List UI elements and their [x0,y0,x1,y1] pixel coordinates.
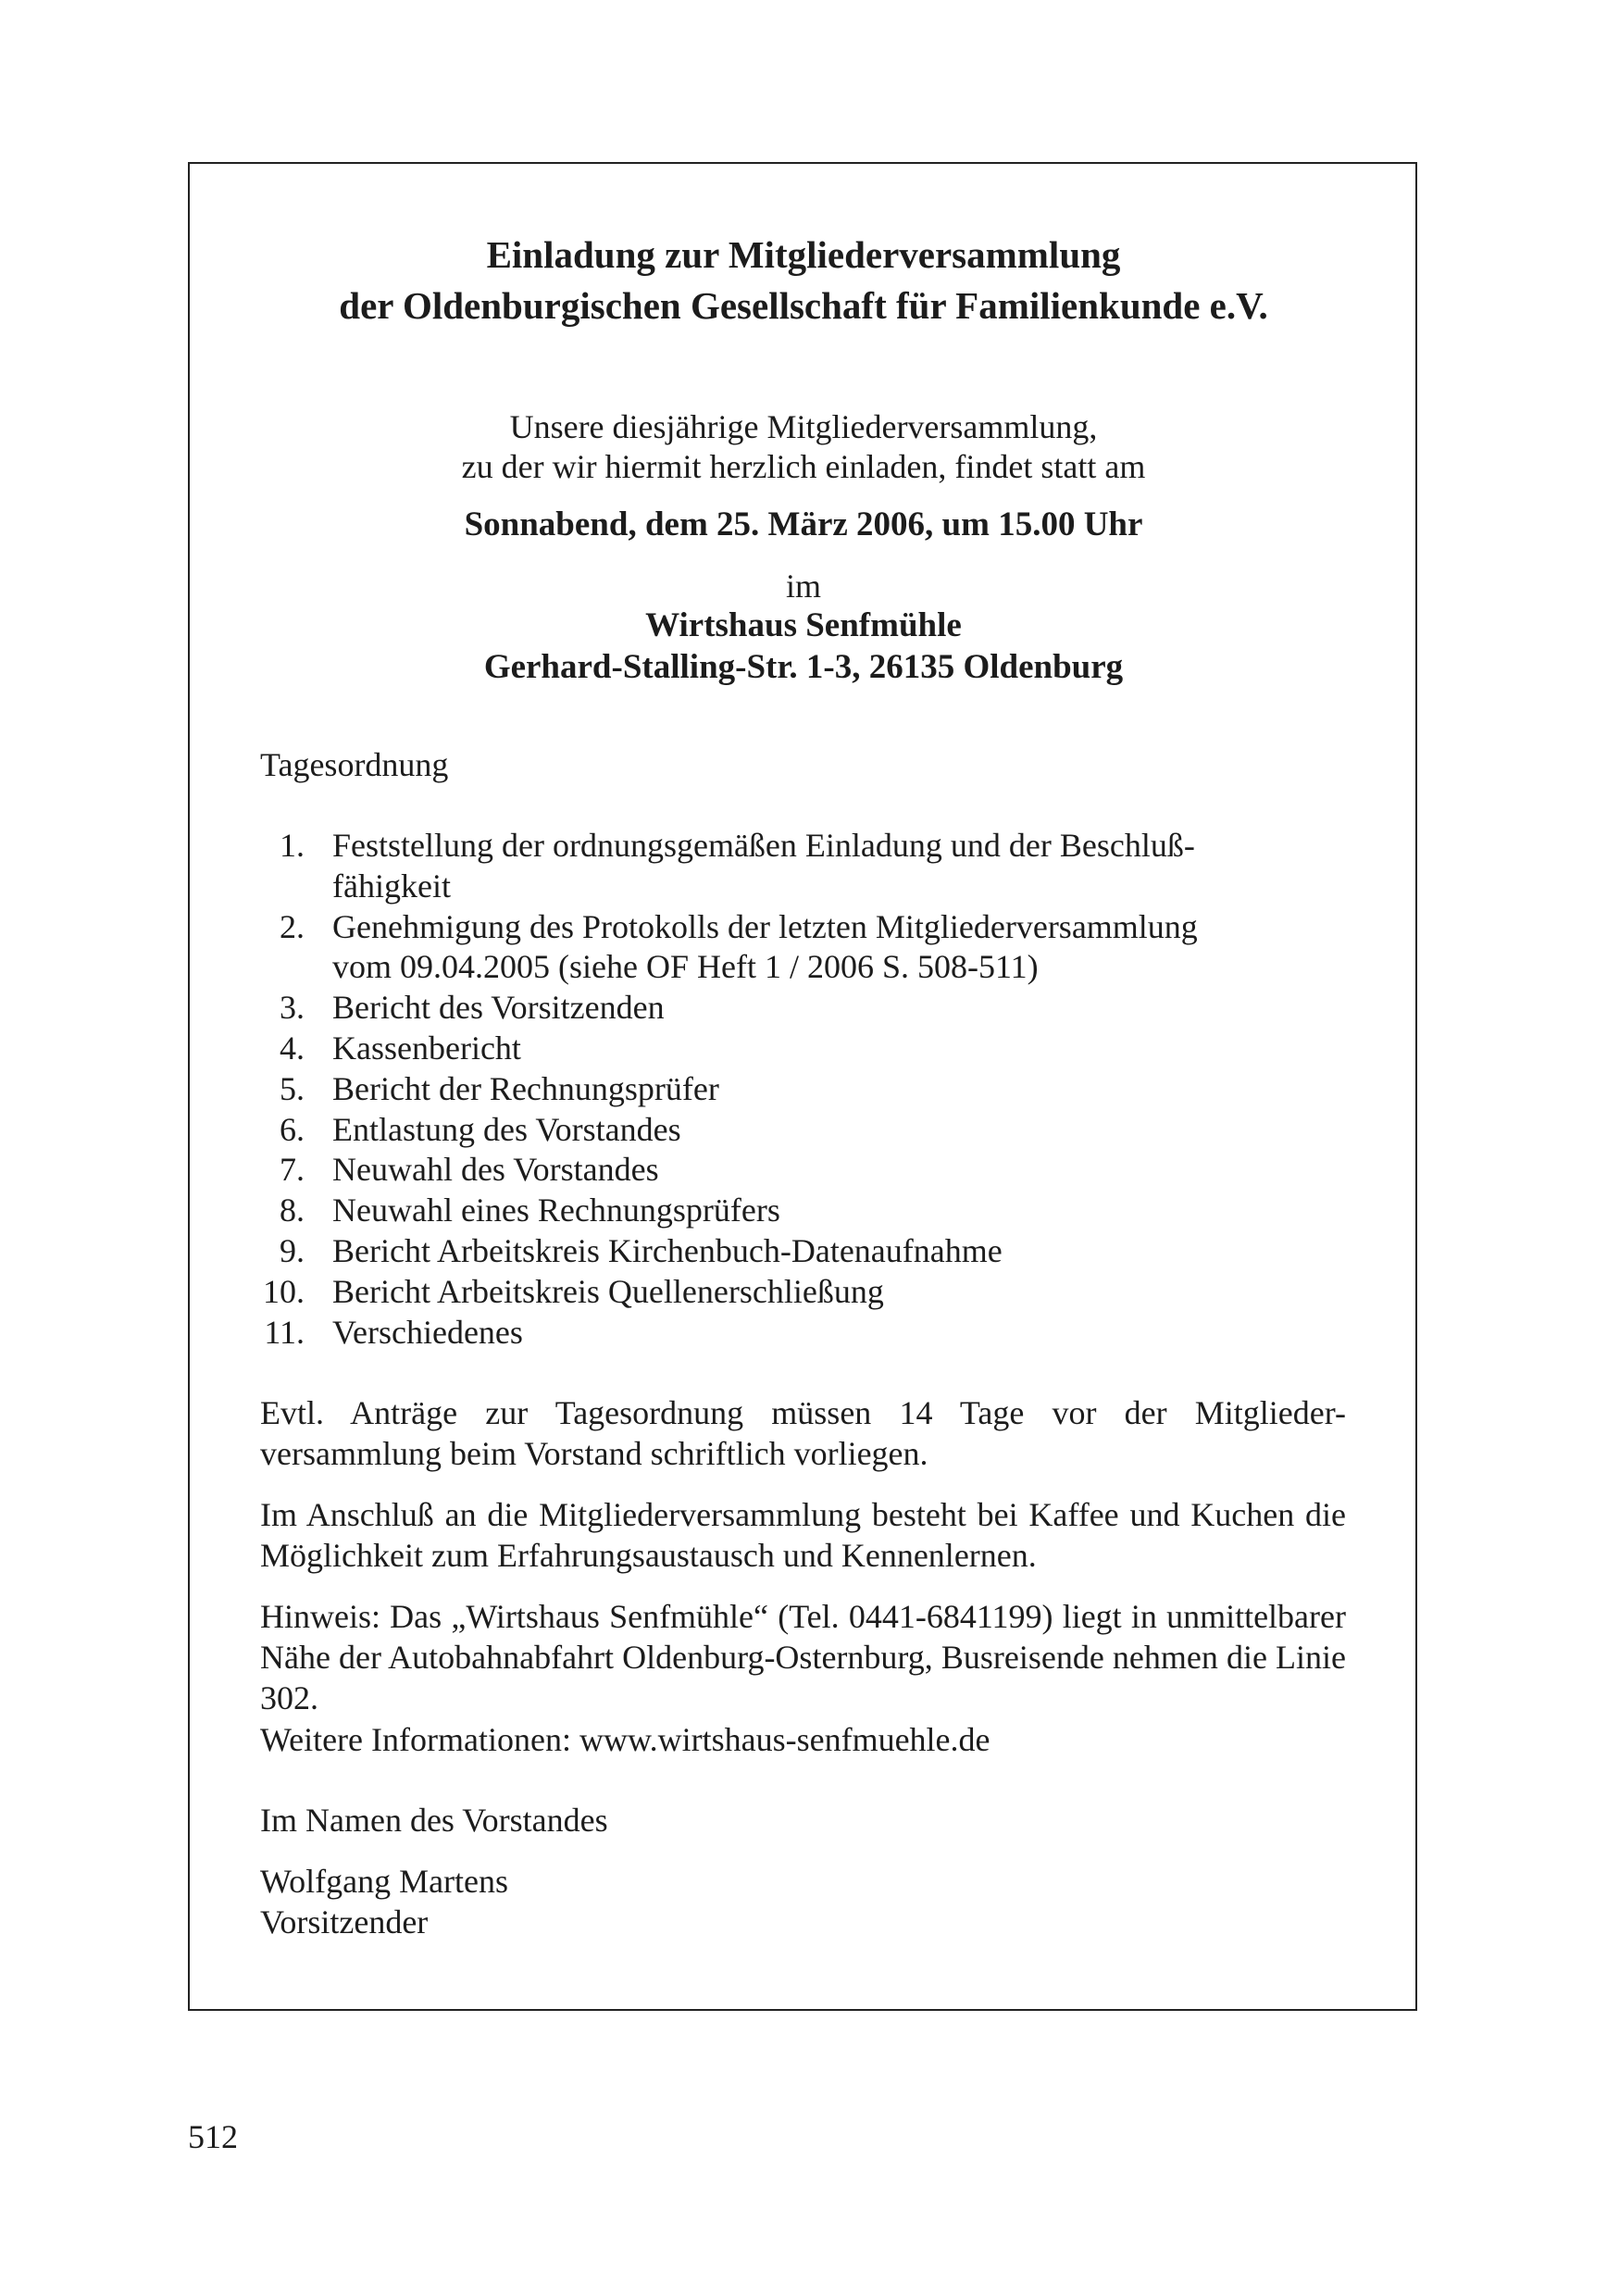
venue-name: Wirtshaus Senfmühle [645,606,962,644]
agenda-item-text: vom 09.04.2005 (siehe OF Heft 1 / 2006 S. 508-511) [332,948,1039,986]
invitation-line-1: Unsere diesjährige Mitgliederversammlung, [509,408,1098,445]
note-hinweis [260,1596,1346,1718]
agenda-item-number: 6. [280,1110,305,1148]
title-line-2: der Oldenburgischen Gesellschaft für Familienkunde e.V. [339,284,1268,327]
invitation-im: im [785,568,821,605]
agenda-item-text: Feststellung der ordnungsgemäßen Einladung und der Beschluß- [332,827,1195,864]
agenda-item [260,988,1346,1029]
note-antraege [260,1392,1346,1474]
note-anschluss-text: Im Anschluß an die Mitgliederversammlung besteht bei Kaffee und Kuchen die Möglichkeit zum Erfahrungsaustausch und Kennenlernen. [260,1496,1346,1574]
note-hinweis-text: Hinweis: Das „Wirtshaus Senfmühle“ (Tel. 0441-6841199) liegt in unmittelbarer Nähe der Autobahnabfahrt Oldenburg-Osternburg, Busreisende nehmen die Linie 302. [260,1598,1346,1716]
agenda-item-number: 1. [280,827,305,864]
agenda-item-number: 11. [264,1313,305,1351]
agenda-item-number: 3. [280,989,305,1027]
note-antraege-text: Evtl. Anträge zur Tagesordnung müssen 14 Tage vor der Mitglieder-versammlung beim Vorstand schriftlich vorliegen. [260,1394,1346,1472]
agenda-heading: Tagesordnung [260,746,449,783]
agenda-item-number: 2. [280,907,305,945]
note-weitere: Weitere Informationen: www.wirtshaus-senfmuehle.de [260,1721,990,1758]
agenda-item [260,1272,1346,1313]
signature-role: Vorsitzender [260,1903,429,1940]
agenda-item-text: Bericht Arbeitskreis Quellenerschließung [332,1272,884,1310]
agenda-item-text: fähigkeit [332,867,451,905]
agenda-item [260,826,1346,907]
agenda-item [260,1150,1346,1191]
title-line-1: Einladung zur Mitgliederversammlung [486,233,1121,276]
agenda-item [260,1191,1346,1231]
agenda-item [260,1231,1346,1272]
agenda-item [260,1313,1346,1354]
signature-closing: Im Namen des Vorstandes [260,1802,608,1839]
invitation-line-2: zu der wir hiermit herzlich einladen, findet statt am [461,448,1146,485]
agenda-item-text: Entlastung des Vorstandes [332,1110,681,1148]
agenda-item-number: 9. [280,1231,305,1269]
agenda-item-text: Neuwahl eines Rechnungsprüfers [332,1192,780,1229]
agenda-item [260,907,1346,989]
agenda-item-text: Verschiedenes [332,1313,523,1351]
venue-address: Gerhard-Stalling-Str. 1-3, 26135 Oldenburg [483,648,1124,686]
agenda-item-text: Bericht Arbeitskreis Kirchenbuch-Datenaufnahme [332,1231,1003,1269]
agenda-item-number: 5. [280,1069,305,1107]
agenda-item-text: Kassenbericht [332,1029,521,1067]
agenda-list [260,826,1346,1353]
agenda-item-number: 8. [280,1192,305,1229]
agenda-item-number: 4. [280,1029,305,1067]
agenda-item-text: Neuwahl des Vorstandes [332,1151,659,1189]
page-number: 512 [188,2118,238,2155]
agenda-item [260,1069,1346,1110]
note-anschluss [260,1494,1346,1576]
agenda-item-number: 7. [280,1151,305,1189]
agenda-item [260,1029,1346,1069]
meeting-date: Sonnabend, dem 25. März 2006, um 15.00 Uhr [464,505,1143,543]
agenda-item-text: Genehmigung des Protokolls der letzten Mitgliederversammlung [332,907,1198,945]
agenda-item-number: 10. [263,1272,305,1310]
agenda-item [260,1110,1346,1151]
agenda-item-text: Bericht der Rechnungsprüfer [332,1069,719,1107]
signature-name: Wolfgang Martens [260,1863,509,1900]
agenda-item-text: Bericht des Vorsitzenden [332,989,665,1027]
